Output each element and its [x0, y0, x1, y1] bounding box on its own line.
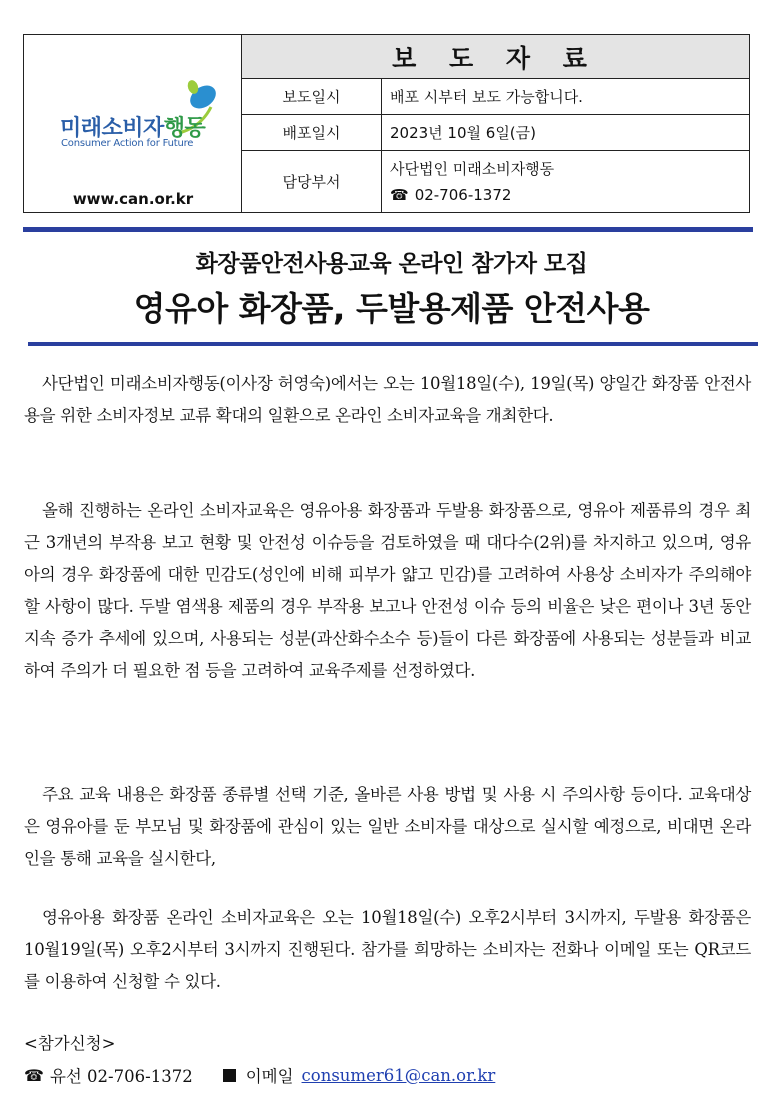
paragraph-4	[24, 902, 751, 998]
info-row-distribution-date	[242, 115, 749, 151]
info-value: 2023년 10월 6일(금)	[390, 124, 537, 142]
department-phone-line	[390, 182, 749, 208]
paragraph-text: 사단법인 미래소비자행동(이사장 허영숙)에서는 오는 10월18일(수), 19일(목) 양일간 화장품 안전사용을 위한 소비자정보 교류 확대의 일환으로 온라인 소비자교육을 개최한다.	[24, 374, 751, 425]
info-row-department	[242, 151, 749, 212]
department-name: 사단법인 미래소비자행동	[390, 159, 555, 178]
phone-icon: ☎	[390, 185, 409, 204]
info-label: 배포일시	[242, 115, 382, 150]
headline-subtitle: 화장품안전사용교육 온라인 참가자 모집	[195, 251, 588, 277]
apply-phone: 유선 02-706-1372	[49, 1067, 193, 1086]
logo-subtitle: Consumer Action for Future	[61, 138, 194, 149]
apply-email-link[interactable]: consumer61@can.or.kr	[301, 1065, 496, 1085]
press-release-title: 보 도 자 료	[242, 35, 749, 79]
paragraph-3	[24, 779, 751, 875]
square-bullet-icon	[223, 1069, 236, 1082]
logo-cell	[24, 35, 242, 212]
paragraph-1	[24, 368, 751, 432]
logo-title-part1: 미래소비자	[60, 116, 164, 141]
info-row-release-time	[242, 79, 749, 115]
phone-icon: ☎	[24, 1065, 44, 1085]
paragraph-text: 영유아용 화장품 온라인 소비자교육은 오는 10월18일(수) 오후2시부터 3시까지, 두발용 화장품은 10월19일(목) 오후2시부터 3시까지 진행된다. 참가를 희망하는 소비자는 전화나 이메일 또는 QR코드를 이용하여 신청할 수 있다.	[24, 908, 751, 991]
press-release-header	[23, 34, 750, 213]
info-value: 배포 시부터 보도 가능합니다.	[390, 88, 583, 106]
logo-title-part2: 행동	[163, 116, 206, 141]
apply-heading: <참가신청>	[24, 1034, 116, 1053]
department-phone: 02-706-1372	[414, 185, 512, 204]
website-url: www.can.or.kr	[72, 190, 194, 208]
paragraph-text: 주요 교육 내용은 화장품 종류별 선택 기준, 올바른 사용 방법 및 사용 시 주의사항 등이다. 교육대상은 영유아를 둔 부모님 및 화장품에 관심이 있는 일반 소비자를 대상으로 실시할 예정으로, 비대면 온라인을 통해 교육을 실시한다,	[24, 785, 751, 868]
paragraph-text: 올해 진행하는 온라인 소비자교육은 영유아용 화장품과 두발용 화장품으로, 영유아 제품류의 경우 최근 3개년의 부작용 보고 현황 및 안전성 이슈등을 검토하였을 때 대다수(2위)를 차지하고 있으며, 영유아의 경우 화장품에 대한 민감도(성인에 비해 피부가 얇고 민감)를 고려하여 사용상 소비자가 주의해야 할 사항이 많다. 두발 염색용 제품의 경우 부작용 보고나 안전성 이슈 등의 비율은 낮은 편이나 3년 동안 지속 증가 추세에 있으며, 사용되는 성분(과산화수소수 등)들이 다른 화장품에 사용되는 성분들과 비교하여 주의가 더 필요한 점 등을 고려하여 교육주제를 선정하였다.	[24, 501, 751, 680]
headline-title: 영유아 화장품, 두발용제품 안전사용	[133, 289, 650, 328]
apply-email-label: 이메일	[245, 1067, 294, 1086]
paragraph-2	[24, 495, 751, 687]
divider-top	[23, 227, 753, 232]
contact-line	[24, 1063, 495, 1087]
info-label: 보도일시	[242, 79, 382, 114]
info-value	[382, 151, 749, 212]
info-label: 담당부서	[242, 151, 382, 212]
release-info	[242, 35, 749, 212]
divider-bottom	[28, 342, 758, 346]
